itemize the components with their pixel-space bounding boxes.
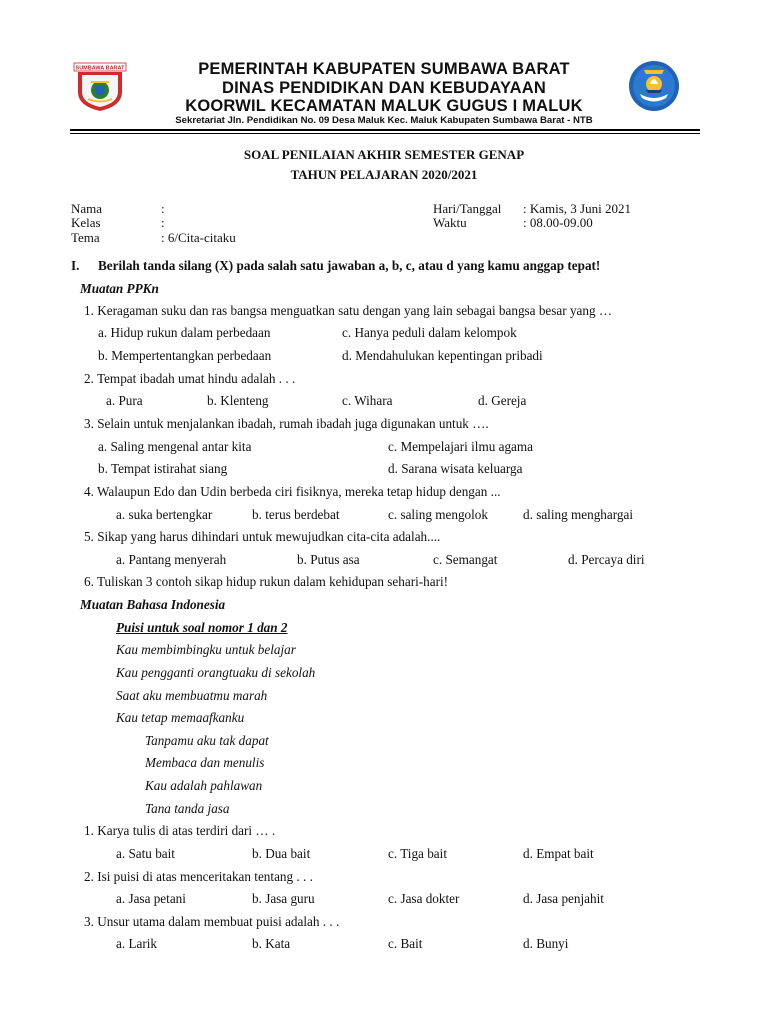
letterhead-line3: KOORWIL KECAMATAN MALUK GUGUS I MALUK (185, 97, 583, 115)
ppkn-q2-c: c. Wihara (342, 393, 393, 408)
poem-line-6: Membaca dan menulis (145, 755, 265, 770)
bindo-q1-d: d. Empat bait (523, 846, 594, 861)
ppkn-q3-d: d. Sarana wisata keluarga (388, 461, 523, 476)
poem-line-4: Kau tetap memaafkanku (116, 710, 245, 725)
kelas-value: : (161, 215, 165, 230)
ppkn-q5-a: a. Pantang menyerah (116, 552, 227, 567)
waktu-label: Waktu (433, 215, 467, 230)
letterhead-line1: PEMERINTAH KABUPATEN SUMBAWA BARAT (198, 60, 570, 78)
letterhead-line2: DINAS PENDIDIKAN DAN KEBUDAYAAN (221, 79, 547, 97)
bindo-heading: Muatan Bahasa Indonesia (80, 597, 226, 612)
ppkn-q5: 5. Sikap yang harus dihindari untuk mewujudkan cita-cita adalah.... (84, 529, 441, 544)
ppkn-q2-a: a. Pura (106, 393, 143, 408)
ppkn-q1-a: a. Hidup rukun dalam perbedaan (98, 325, 271, 340)
ppkn-q1: 1. Keragaman suku dan ras bangsa menguatkan satu dengan yang lain sebagai bangsa besar yang … (84, 303, 613, 318)
ppkn-q1-b: b. Mempertentangkan perbedaan (98, 348, 272, 363)
nama-value: : (161, 201, 165, 216)
ppkn-q3-a: a. Saling mengenal antar kita (98, 439, 252, 454)
bindo-q2-c: c. Jasa dokter (388, 891, 460, 906)
bindo-q3-b: b. Kata (252, 936, 291, 951)
poem-line-5: Tanpamu aku tak dapat (145, 733, 269, 748)
ppkn-q4-b: b. terus berdebat (252, 507, 340, 522)
ppkn-q4-d: d. saling menghargai (523, 507, 633, 522)
poem-line-1: Kau membimbingku untuk belajar (116, 642, 296, 657)
bindo-q2-a: a. Jasa petani (116, 891, 186, 906)
section-instruction: Berilah tanda silang (X) pada salah satu jawaban a, b, c, atau d yang kamu anggap tepat! (98, 258, 601, 273)
section-number: I. (71, 258, 80, 273)
bindo-q1: 1. Karya tulis di atas terdiri dari … . (84, 823, 276, 838)
tema-value: : 6/Cita-citaku (161, 230, 236, 245)
hari-label: Hari/Tanggal (433, 201, 502, 216)
exam-year: TAHUN PELAJARAN 2020/2021 (290, 167, 478, 182)
bindo-q1-a: a. Satu bait (116, 846, 175, 861)
nama-label: Nama (71, 201, 103, 216)
letterhead-rule-thin (70, 133, 700, 134)
ppkn-q2-d: d. Gereja (478, 393, 527, 408)
ppkn-q5-b: b. Putus asa (297, 552, 360, 567)
poem-line-3: Saat aku membuatmu marah (116, 688, 268, 703)
kelas-label: Kelas (71, 215, 101, 230)
letterhead-rule-thick (70, 129, 700, 131)
hari-value: : Kamis, 3 Juni 2021 (523, 201, 631, 216)
ppkn-q4-c: c. saling mengolok (388, 507, 488, 522)
ppkn-q3-b: b. Tempat istirahat siang (98, 461, 228, 476)
ppkn-heading: Muatan PPKn (80, 281, 159, 296)
ppkn-q6: 6. Tuliskan 3 contoh sikap hidup rukun dalam kehidupan sehari-hari! (84, 574, 449, 589)
poem-line-2: Kau pengganti orangtuaku di sekolah (116, 665, 316, 680)
tema-label: Tema (71, 230, 100, 245)
bindo-q2-d: d. Jasa penjahit (523, 891, 604, 906)
poem-line-8: Tana tanda jasa (145, 801, 230, 816)
bindo-q1-b: b. Dua bait (252, 846, 311, 861)
ppkn-q2: 2. Tempat ibadah umat hindu adalah . . . (84, 371, 296, 386)
bindo-q1-c: c. Tiga bait (388, 846, 447, 861)
letterhead-address: Sekretariat Jln. Pendidikan No. 09 Desa Maluk Kec. Maluk Kabupaten Sumbawa Barat - NTB (175, 115, 593, 126)
exam-title: SOAL PENILAIAN AKHIR SEMESTER GENAP (243, 147, 525, 162)
ppkn-q5-d: d. Percaya diri (568, 552, 645, 567)
bindo-q3-a: a. Larik (116, 936, 158, 951)
ppkn-q3: 3. Selain untuk menjalankan ibadah, rumah ibadah juga digunakan untuk …. (84, 416, 489, 431)
poem-title: Puisi untuk soal nomor 1 dan 2 (116, 620, 288, 635)
poem-line-7: Kau adalah pahlawan (145, 778, 263, 793)
bindo-q2: 2. Isi puisi di atas menceritakan tentang . . . (84, 869, 313, 884)
ppkn-q1-c: c. Hanya peduli dalam kelompok (342, 325, 517, 340)
ppkn-q3-c: c. Mempelajari ilmu agama (388, 439, 534, 454)
ppkn-q5-c: c. Semangat (433, 552, 498, 567)
ppkn-q4-a: a. suka bertengkar (116, 507, 213, 522)
ppkn-q2-b: b. Klenteng (207, 393, 269, 408)
ppkn-q4: 4. Walaupun Edo dan Udin berbeda ciri fisiknya, mereka tetap hidup dengan ... (84, 484, 501, 499)
logo-left-text: SUMBAWA BARAT (75, 65, 125, 72)
bindo-q3-d: d. Bunyi (523, 936, 569, 951)
waktu-value: : 08.00-09.00 (523, 215, 593, 230)
bindo-q3-c: c. Bait (388, 936, 423, 951)
bindo-q3: 3. Unsur utama dalam membuat puisi adalah . . . (84, 914, 340, 929)
bindo-q2-b: b. Jasa guru (252, 891, 315, 906)
ppkn-q1-d: d. Mendahulukan kepentingan pribadi (342, 348, 543, 363)
